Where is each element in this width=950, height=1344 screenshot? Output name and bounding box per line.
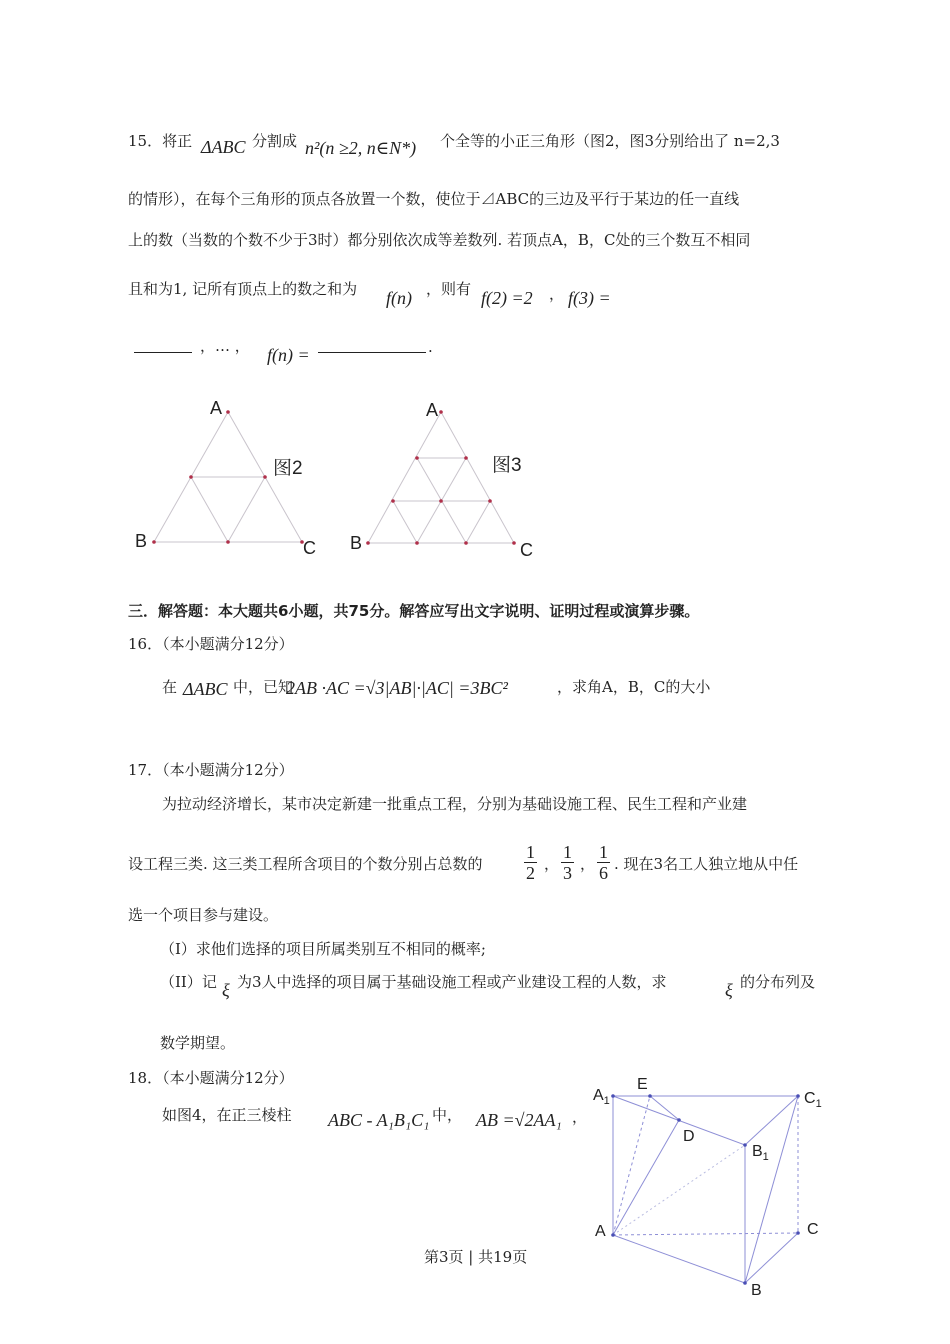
fig4-edge-bc1 bbox=[745, 1096, 798, 1283]
q15-line1-rest: 个全等的小正三角形（图2，图3分别给出了 n=2,3 bbox=[440, 132, 780, 150]
fig4-edge-ac bbox=[613, 1233, 798, 1235]
q17-frac-sixth: $\frac{1}{6}$ bbox=[599, 842, 608, 883]
fig4-label-c1: $C_1$ bbox=[804, 1090, 822, 1111]
fig3-caption: 图3 bbox=[492, 455, 522, 476]
q18-text-a: 如图4，在正三棱柱 bbox=[162, 1106, 292, 1124]
q17-comma-2: ， bbox=[580, 855, 596, 873]
q15-text-divide: 分割成 bbox=[252, 132, 298, 150]
q17-line2-a: 设工程三类. 这三类工程所含项目的个数分别占总数的 bbox=[128, 855, 483, 873]
q15-line5-end: . bbox=[428, 338, 433, 356]
q17-frac-third: $\frac{1}{3}$ bbox=[563, 842, 572, 883]
q17-line3: 选一个项目参与建设。 bbox=[128, 906, 279, 924]
q15-fn-2: f(n) = bbox=[267, 345, 310, 365]
q18-condition: AB =√2AA₁ bbox=[476, 1110, 562, 1130]
q17-part-2-a: （II）记 bbox=[160, 973, 217, 991]
fig4-label-e: E bbox=[637, 1076, 648, 1093]
q17-line1: 为拉动经济增长，某市决定新建一批重点工程，分别为基础设施工程、民生工程和产业建 bbox=[162, 795, 748, 813]
fig2-mid-right bbox=[228, 477, 265, 542]
figure-3 bbox=[368, 412, 514, 543]
q15-line1: 15．将正 bbox=[128, 132, 193, 150]
q18-text-c: ， bbox=[572, 1108, 588, 1126]
q17-part-2-c: 的分布列及 bbox=[740, 973, 816, 991]
fig3-label-c: C bbox=[520, 540, 533, 560]
fig4-label-c: C bbox=[807, 1221, 819, 1238]
fig4-label-b1: $B_1$ bbox=[752, 1143, 769, 1164]
q16-text-c: ，求角A，B，C的大小 bbox=[557, 678, 711, 696]
q15-triangle-abc: ΔABC bbox=[201, 137, 246, 157]
fig4-edge-ed bbox=[650, 1096, 679, 1120]
q17-part-2-d: 数学期望。 bbox=[160, 1034, 236, 1052]
q18-heading: 18．（本小题满分12分） bbox=[128, 1069, 294, 1087]
fig4-edge-bc bbox=[745, 1233, 798, 1283]
q16-expr: 2AB ·AC =√3|AB|·|AC| =3BC² bbox=[286, 678, 508, 698]
q15-expr-n2: n²(n ≥2, n∈N*) bbox=[305, 138, 417, 158]
q16-heading: 16．（本小题满分12分） bbox=[128, 635, 294, 653]
q17-xi-2: ξ bbox=[725, 980, 733, 1000]
fig4-edge-ae bbox=[613, 1096, 650, 1235]
q17-heading: 17．（本小题满分12分） bbox=[128, 761, 294, 779]
page-footer: 第3页 | 共19页 bbox=[424, 1248, 528, 1266]
fig4-label-b: B bbox=[751, 1282, 762, 1299]
fig3-outer-triangle bbox=[368, 412, 514, 543]
figure-4 bbox=[613, 1096, 798, 1283]
fig4-edge-b1c1 bbox=[745, 1096, 798, 1145]
fig4-edge-ad bbox=[613, 1120, 679, 1235]
q15-line4-a: 且和为1, 记所有顶点上的数之和为 bbox=[128, 280, 358, 298]
q15-f2: f(2) =2 bbox=[481, 288, 533, 308]
q16-text-b: 中，已知 bbox=[233, 678, 294, 696]
fig2-mid-left bbox=[191, 477, 228, 542]
q17-part-2-b: 为3人中选择的项目属于基础设施工程或产业建设工程的人数，求 bbox=[237, 973, 667, 991]
q17-comma-1: ， bbox=[544, 855, 560, 873]
q15-fn: f(n) bbox=[386, 288, 412, 308]
q15-line2: 的情形），在每个三角形的顶点各放置一个数，使位于⊿ABC的三边及平行于某边的任一直线 bbox=[128, 190, 740, 208]
fig4-label-d: D bbox=[683, 1128, 695, 1145]
fig2-label-b: B bbox=[135, 531, 148, 551]
fig2-label-c: C bbox=[303, 538, 316, 558]
fig3-label-b: B bbox=[350, 533, 363, 553]
q18-prism: ABC - A₁B₁C₁ bbox=[328, 1110, 430, 1130]
fig3-label-a: A bbox=[426, 400, 439, 420]
fig3-vertices bbox=[366, 410, 516, 545]
q17-line2-b: . 现在3名工人独立地从中任 bbox=[614, 855, 799, 873]
q15-sep: ， bbox=[549, 285, 565, 303]
fig2-label-a: A bbox=[210, 398, 223, 418]
q15-line4-b: ，则有 bbox=[426, 280, 472, 298]
q17-part-1: （I）求他们选择的项目所属类别互不相同的概率; bbox=[160, 940, 486, 958]
section-3-heading: 三．解答题：本大题共6小题，共75分。解答应写出文字说明、证明过程或演算步骤。 bbox=[128, 602, 700, 620]
q17-frac-half: $\frac{1}{2}$ bbox=[526, 842, 535, 883]
fig4-edge-ab1 bbox=[613, 1145, 745, 1235]
q15-f3: f(3) = bbox=[568, 288, 611, 308]
q16-text-a: 在 bbox=[162, 678, 178, 696]
fig2-caption: 图2 bbox=[273, 458, 303, 479]
q17-xi-1: ξ bbox=[222, 980, 230, 1000]
q16-triangle: ΔABC bbox=[183, 679, 228, 699]
fig4-edge-ab bbox=[613, 1235, 745, 1283]
fig4-label-a: A bbox=[595, 1223, 606, 1240]
fig4-label-a1: $A_1$ bbox=[593, 1087, 610, 1108]
q15-line5-mid: ，… ， bbox=[200, 337, 250, 355]
q18-text-b: 中， bbox=[432, 1106, 463, 1124]
q15-line3: 上的数（当数的个数不少于3时）都分别依次成等差数列. 若顶点A，B，C处的三个数互不相同 bbox=[128, 231, 751, 249]
